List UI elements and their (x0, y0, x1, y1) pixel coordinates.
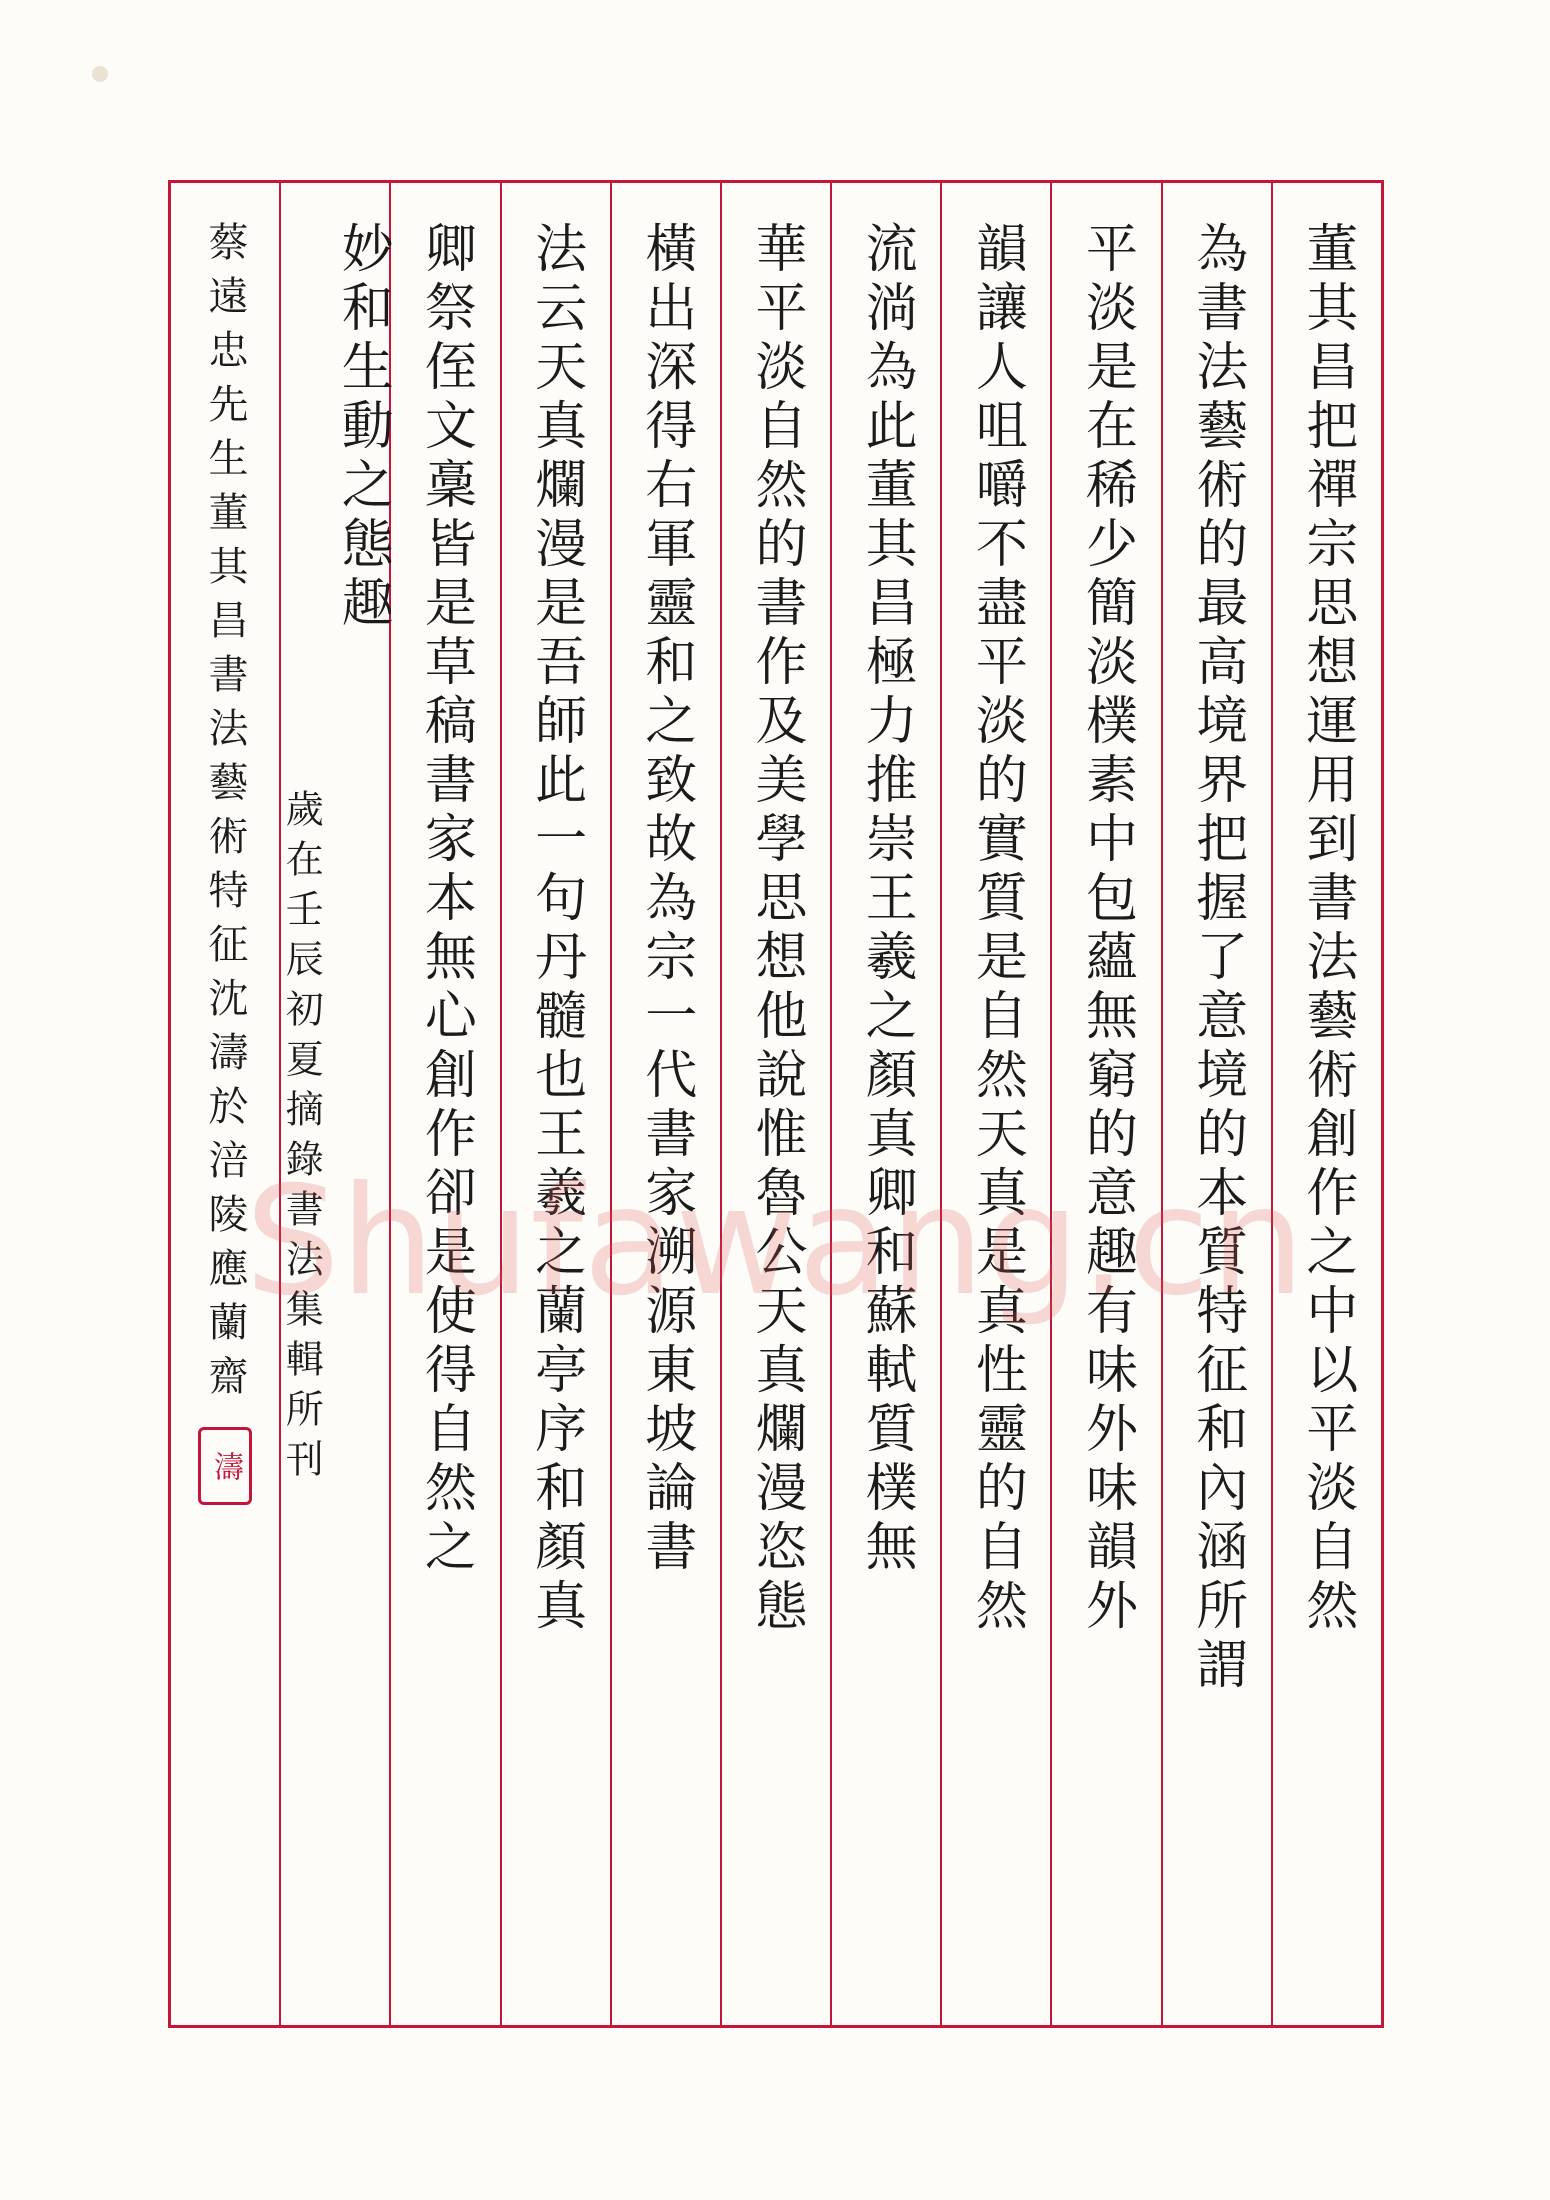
column-text: 卿祭侄文稾皆是草稿書家本無心創作卻是使得自然之 (415, 221, 476, 1578)
text-column-8 (500, 183, 610, 2025)
text-column-6 (720, 183, 830, 2025)
date-inscription: 歲在壬辰初夏摘錄書法集輯所刊 (279, 789, 324, 1489)
text-column-1 (1271, 183, 1381, 2025)
text-column-2 (1161, 183, 1271, 2025)
column-text: 為書法藝術的最高境界把握了意境的本質特征和內涵所謂 (1186, 221, 1247, 1696)
text-column-3 (1050, 183, 1160, 2025)
column-text: 平淡是在稀少簡淡樸素中包蘊無窮的意趣有味外味韻外 (1076, 221, 1137, 1637)
column-text: 橫出深得右軍靈和之致故為宗一代書家溯源東坡論書 (635, 221, 696, 1578)
column-text: 韻讓人咀嚼不盡平淡的實質是自然天真是真性靈的自然 (966, 221, 1027, 1637)
column-text: 流淌為此董其昌極力推崇王羲之顏真卿和蘇軾質樸無 (856, 221, 917, 1578)
text-column-4 (940, 183, 1050, 2025)
text-column-9 (389, 183, 499, 2025)
column-text: 法云天真爛漫是吾師此一句丹髓也王羲之蘭亭序和顏真 (525, 221, 586, 1637)
calligraphy-sheet (168, 180, 1384, 2028)
text-column-5 (830, 183, 940, 2025)
text-column-7 (610, 183, 720, 2025)
paper-speck (92, 66, 108, 82)
column-text: 董其昌把禪宗思想運用到書法藝術創作之中以平淡自然 (1296, 221, 1357, 1637)
red-seal-icon (198, 1427, 252, 1505)
watermark-text: Shufawang.cn (244, 1155, 1306, 1329)
column-text: 妙和生動之態趣 (332, 221, 393, 634)
column-text: 華平淡自然的書作及美學思想他說惟魯公天真爛漫恣態 (745, 221, 806, 1637)
text-column-10 (279, 183, 393, 2025)
signature-inscription: 蔡遠忠先生董其昌書法藝術特征沈濤於涪陵應蘭齋 (202, 221, 249, 1409)
seal-glyph: 濤 (208, 1451, 244, 1481)
signature-column (171, 183, 279, 2025)
